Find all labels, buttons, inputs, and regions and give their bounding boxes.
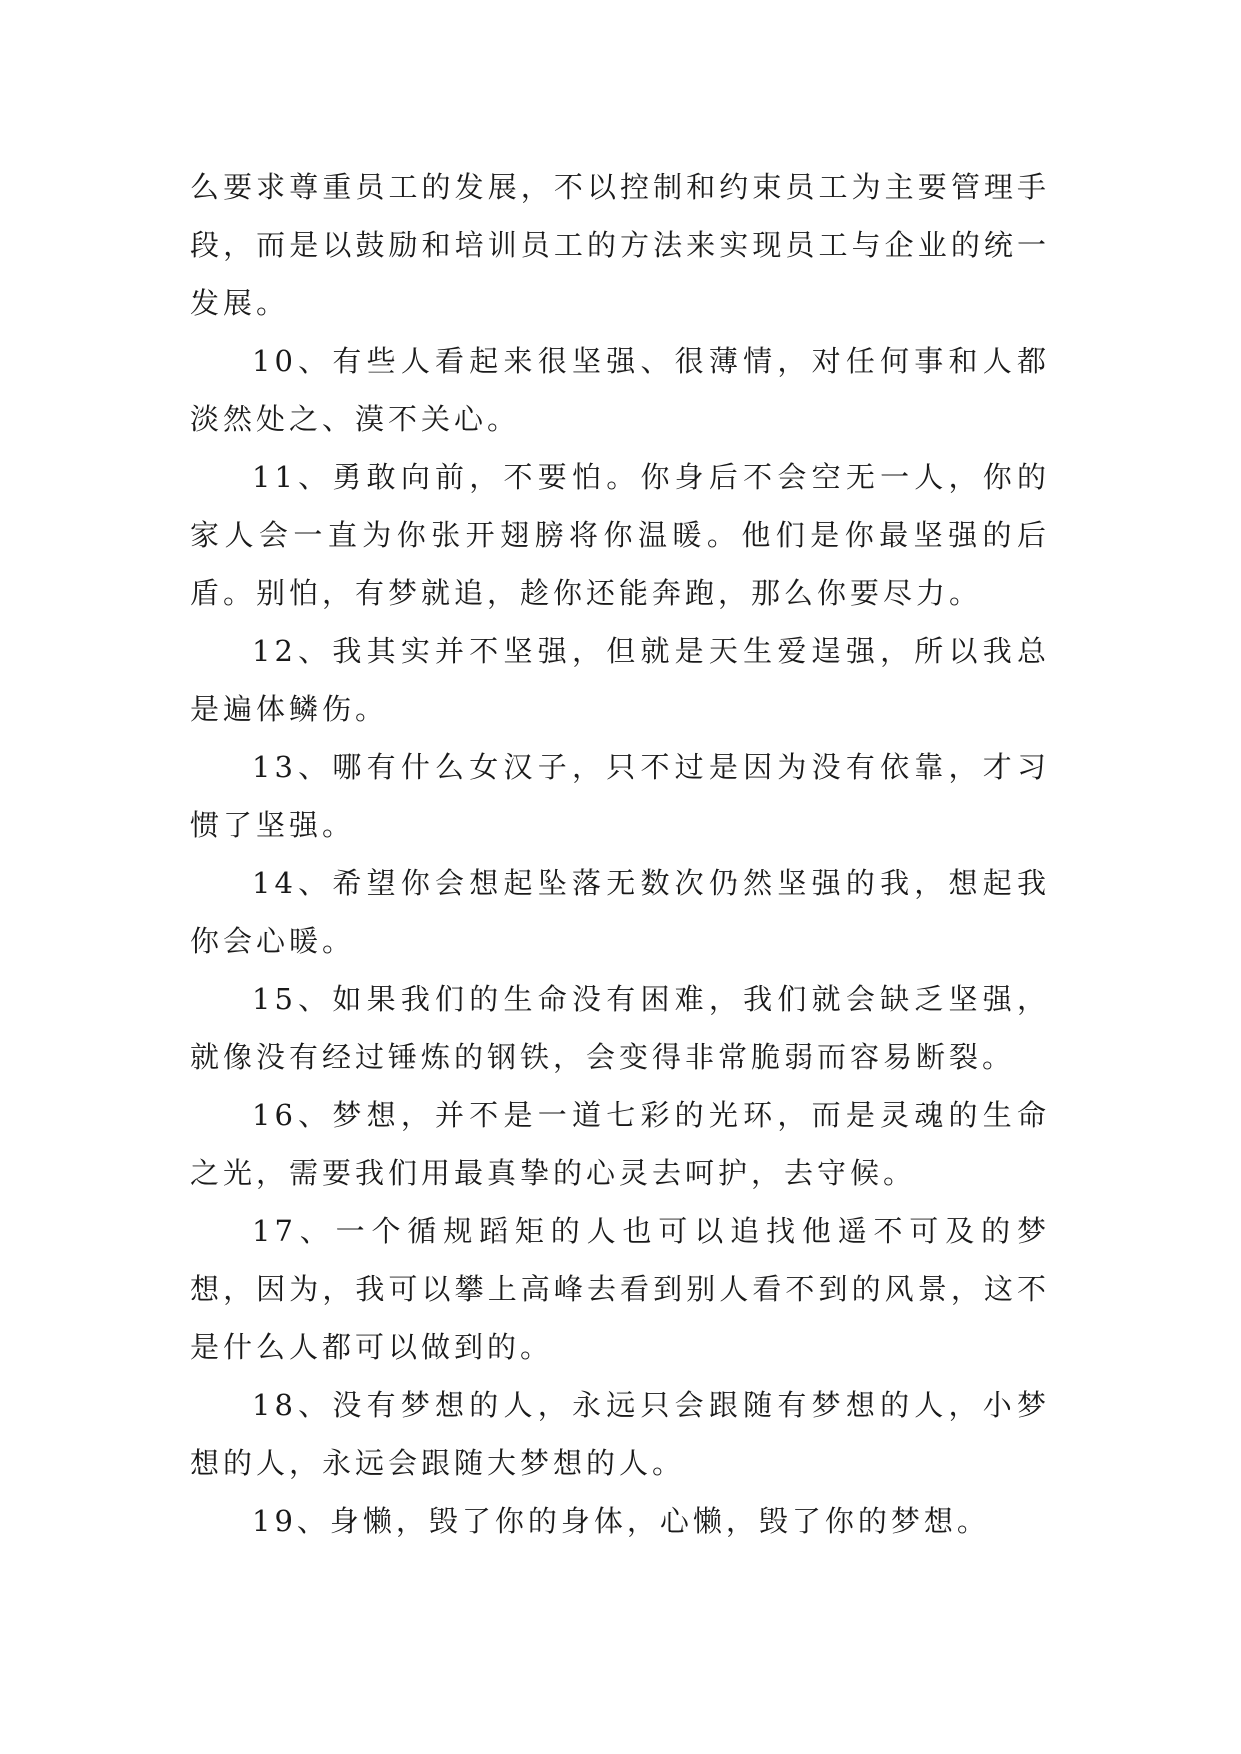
paragraph-item-17: 17、一个循规蹈矩的人也可以追找他遥不可及的梦想，因为，我可以攀上高峰去看到别人看不到的风景，这不是什么人都可以做到的。 [190, 1214, 1050, 1364]
paragraph-item-16: 16、梦想，并不是一道七彩的光环，而是灵魂的生命之光，需要我们用最真挚的心灵去呵护，去守候。 [190, 1098, 1050, 1190]
paragraph-continuation: 么要求尊重员工的发展，不以控制和约束员工为主要管理手段，而是以鼓励和培训员工的方法来实现员工与企业的统一发展。 [190, 170, 1050, 320]
paragraph-item-18: 18、没有梦想的人，永远只会跟随有梦想的人，小梦想的人，永远会跟随大梦想的人。 [190, 1388, 1050, 1480]
document-body [190, 158, 1050, 1550]
paragraph-item-13: 13、哪有什么女汉子，只不过是因为没有依靠，才习惯了坚强。 [190, 750, 1050, 842]
paragraph-item-11: 11、勇敢向前，不要怕。你身后不会空无一人，你的家人会一直为你张开翅膀将你温暖。他们是你最坚强的后盾。别怕，有梦就追，趁你还能奔跑，那么你要尽力。 [190, 460, 1050, 610]
paragraph-item-15: 15、如果我们的生命没有困难，我们就会缺乏坚强，就像没有经过锤炼的钢铁，会变得非常脆弱而容易断裂。 [190, 982, 1050, 1074]
paragraph-item-12: 12、我其实并不坚强，但就是天生爱逞强，所以我总是遍体鳞伤。 [190, 634, 1050, 726]
paragraph-item-14: 14、希望你会想起坠落无数次仍然坚强的我，想起我你会心暖。 [190, 866, 1050, 958]
paragraph-item-19: 19、身懒，毁了你的身体，心懒，毁了你的梦想。 [252, 1504, 990, 1538]
paragraph-item-10: 10、有些人看起来很坚强、很薄情，对任何事和人都淡然处之、漠不关心。 [190, 344, 1050, 436]
